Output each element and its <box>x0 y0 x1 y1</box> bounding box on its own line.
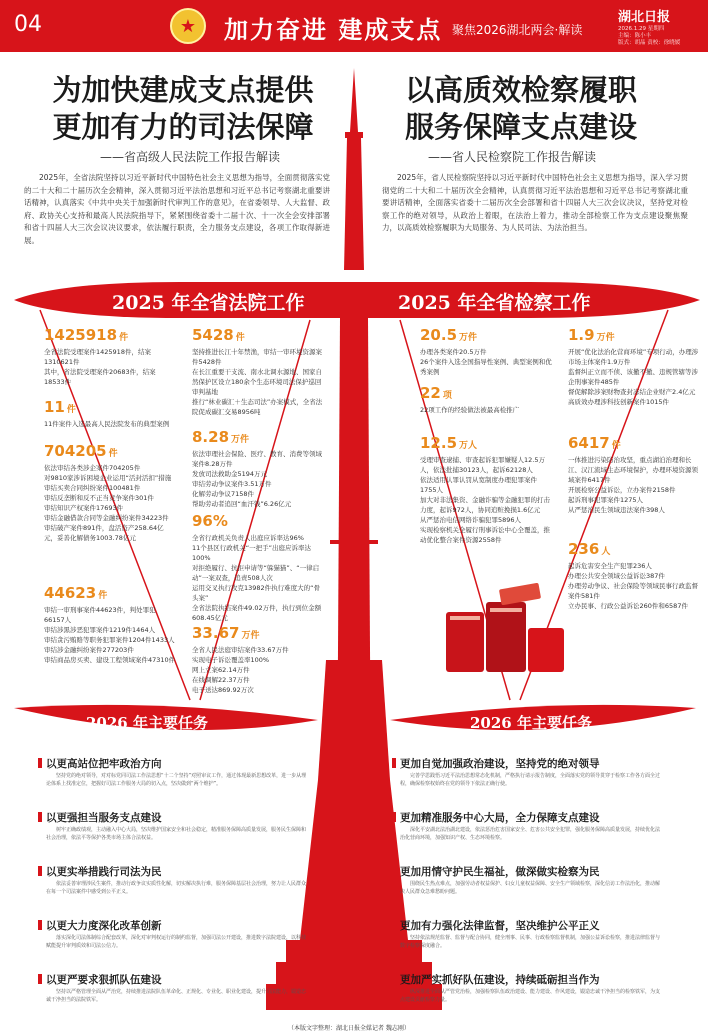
stat-unit: 项 <box>442 391 452 401</box>
stat-block <box>192 428 324 509</box>
stat-unit: 万人 <box>459 441 478 451</box>
stat-unit: 件 <box>98 591 108 601</box>
task-body: 依法妥善审理涉民生案件，推动行政争议实质性化解，切实解决执行难，服务保障基层社会治理，努力让人民群众在每一个司法案件中感受到公平正义。 <box>46 881 307 895</box>
spire-tip <box>350 68 358 132</box>
task-heading: 以更强担当服务支点建设 <box>46 812 162 824</box>
stat-unit: 件 <box>235 333 245 343</box>
stat-number <box>44 398 176 419</box>
stat-number <box>44 326 176 347</box>
party-emblem-icon: ★ <box>170 8 206 44</box>
stat-description: 受理审查逮捕、审查起诉犯罪嫌疑人12.5万人，依法批捕30123人，起诉62128人 依法适用认罪认罚从宽制度办理犯罪案件1755人 加大对非法集资、金融诈骗等金融犯罪的打击力度，起诉972人，协同追赃挽损1.6亿元 从严惩治电信网络诈骗犯罪5896人 实现检察机关全履行刑事诉讼中心全覆盖，推动优化整合案件资源2558件 <box>420 456 550 544</box>
stat-description: 坚持推进长江十年禁渔，审结一审环境资源案件5428件 在长江重要干支流、南水北调水源地、国家自然保护区设立180余个生态环境司法保护巡回审判基地 推行“林业碳汇＋生态司法”办案模式，全省法院促成碳汇交易8956吨 <box>192 348 323 416</box>
stat-description: 办理各类案件20.5万件 26个案件入选全国指导性案例、典型案例和优秀案例 <box>420 348 552 376</box>
stat-unit: 件 <box>66 405 76 415</box>
stat-block <box>420 384 552 415</box>
task-heading: 更加有力强化法律监督，坚决维护公平正义 <box>400 920 600 932</box>
task-marker <box>38 866 42 876</box>
stat-number <box>568 434 700 455</box>
stat-description: 全省行政机关负责人出庭应诉率达96% 11个县区行政机关“一把手”出庭应诉率达100% 对拒绝履行、抗拒申请等“躲猫猫”、“一律启动”一案双查，追责508人次 运用交叉执行攻克13982件执行难度大的“骨头案” 全省法院执结案件49.02万件，执行到位金额608.45亿元 <box>192 534 322 622</box>
task-heading: 更加精准服务中心大局，全力保障支点建设 <box>400 812 600 824</box>
stat-value: 8.28 <box>192 428 230 446</box>
task-body: 坚持依法规范监督、监督与配合协同，健全刑事、民事、行政检察监督机制，加强公益诉讼检察，推进法律监督与数字检察深度融合。 <box>400 935 661 949</box>
task-heading: 更加用情守护民生福祉，做深做实检察为民 <box>400 866 600 878</box>
task-marker <box>38 758 42 768</box>
credit-line: （本版文字整理：湖北日报全媒记者 魏志刚） <box>288 1025 410 1032</box>
stat-number <box>420 434 552 455</box>
stat-block <box>44 398 176 429</box>
stat-number <box>192 428 324 449</box>
stat-block <box>568 326 700 407</box>
task-body: 落实深化司法体制综合配套改革，深化对审判权运行的制约监督，加强司法公开建设，推进数字法院建设，以科技赋能提升审判质效和司法公信力。 <box>46 935 307 949</box>
stat-description: 全省法院受理案件1425918件，结案1310621件 其中，省法院受理案件20683件，结案18533件 <box>44 348 156 386</box>
stat-value: 20.5 <box>420 326 458 344</box>
stat-block <box>192 624 324 695</box>
task-heading: 更加自觉加强政治建设，坚持党的绝对领导 <box>400 758 600 770</box>
task-body: 深化平安湖北法治湖北建设，依法惩治危害国家安全、危害公共安全犯罪，强化服务保障高质量发展，持续优化法治化营商环境，加强知识产权、生态环境检察。 <box>400 827 661 841</box>
stat-value: 6417 <box>568 434 610 452</box>
stat-description: 起诉危害安全生产犯罪236人 办理公共安全领域公益诉讼387件 办理劳动争议、社会保险等领域民事行政监督案件581件 立办民事、行政公益诉讼260件和6587件 <box>568 562 698 610</box>
stat-block <box>420 434 552 545</box>
pillar-ring <box>330 540 378 544</box>
left-beam-title: 2025 年全省法院工作 <box>112 292 305 314</box>
stat-unit: 人 <box>601 547 611 557</box>
page-number: 04 <box>14 12 42 37</box>
stat-description: 开展“优化法治化营商环境”专项行动，办理涉市场主体案件1.9万件 监督纠正立而不侦、该撤不撤、违规管辖等涉企刑事案件485件 督促解除涉案财物查封冻结企业财产2.4亿元 高质效办理涉科技创新案件1015件 <box>568 348 699 406</box>
task-body: 纵深推进全面从严管党治检，加强检察队伍政治建设、能力建设、作风建设，锻造忠诚干净担当的检察铁军，为支点建设贡献检察力量。 <box>400 989 661 1003</box>
task-marker <box>38 812 42 822</box>
stat-description: 依法审理社会保险、医疗、教育、消费等领域案件8.28万件 发放司法救助金5194万元 审结劳动争议案件3.51万件 化解劳动争议7158件 帮助劳动者追回“血汗钱”6.26亿元 <box>192 450 322 508</box>
stat-block <box>44 584 176 665</box>
task-heading: 以更严要求狠抓队伍建设 <box>46 974 162 986</box>
task-marker <box>38 974 42 984</box>
stat-block <box>420 326 552 377</box>
task-marker <box>392 974 396 984</box>
task-marker <box>392 866 396 876</box>
stat-number <box>44 442 176 463</box>
stat-value: 44623 <box>44 584 97 602</box>
stat-block <box>44 326 176 387</box>
left-tasks-title: 2026 年主要任务 <box>86 714 208 732</box>
stat-unit: 件 <box>108 449 118 459</box>
stat-value: 22 <box>420 384 441 402</box>
task-marker <box>392 812 396 822</box>
task-marker <box>38 920 42 930</box>
stat-description: 全省人民法庭审结案件33.67万件 实现电子诉讼覆盖率100% 网上立案62.14万件 在线调解22.37万件 电子送达869.92万次 <box>192 646 289 694</box>
edition-meta: 2026.1.29 星期四 主编：陈小丰 版式：胡晶 责校：徐晓媛 <box>618 26 681 46</box>
stat-value: 11 <box>44 398 65 416</box>
stat-description: 审结一审刑事案件44623件，判处罪犯66157人 审结涉黑涉恶犯罪案件1219件1464人 审结贪污贿赂等职务犯罪案件1204件1433人 审结涉金融纠纷案件277203件 审结商品房买卖、建设工程领域案件47310件 <box>44 606 176 664</box>
stat-number <box>420 326 552 347</box>
stat-unit: 万件 <box>231 435 250 445</box>
spire-cap <box>345 132 363 138</box>
task-marker <box>392 758 396 768</box>
stat-unit: 件 <box>611 441 621 451</box>
stat-number <box>420 384 552 405</box>
stat-block <box>568 540 700 611</box>
task-body: 树牢正确政绩观，主动融入中心大局，坚决维护国家安全和社会稳定，精准服务保障高质量发展，服务民生保障和社会治理，依法平等保护各类市场主体合法权益。 <box>46 827 307 841</box>
stat-block <box>192 326 324 417</box>
stat-value: 236 <box>568 540 600 558</box>
stat-number <box>568 326 700 347</box>
stat-value: 1.9 <box>568 326 595 344</box>
task-heading: 以更高站位把牢政治方向 <box>46 758 162 770</box>
masthead-logo: 湖北日报 <box>618 10 671 25</box>
task-body: 围绕民生热点难点，加强劳动者权益保护、妇女儿童权益保障、安全生产领域检察，深化信访工作法治化，推动解决人民群众急难愁盼问题。 <box>400 881 661 895</box>
law-books-icon <box>440 582 570 677</box>
right-intro: 2025年，省人民检察院坚持以习近平新时代中国特色社会主义思想为指导，深入学习贯彻党的二十大和二十届历次全会精神，认真贯彻习近平法治思想和习近平总书记考察湖北重要讲话精神，全面落实省委十二届历次全会部署和省十四届人大三次会议决议，坚持党对检察工作的绝对领导，从政治上着眼，在法治上着力，推动全部检察工作为支点建设聚焦聚力，以高质效检察履职为大局服务、为人民司法、为法治担当。 <box>382 173 688 232</box>
stat-unit: 万件 <box>596 333 615 343</box>
stat-value: 704205 <box>44 442 107 460</box>
stat-block <box>44 442 176 543</box>
task-body: 坚持党的绝对领导，对对标党同司法工作法思想“十二个坚持”对照审议工作，通过体现最新思想改革，进一步从理论体系上找准定位，把握好司法工作服务大局的切入点，坚决做到“两个维护”。 <box>46 773 307 787</box>
stat-number <box>568 540 700 561</box>
stat-unit: 万件 <box>459 333 478 343</box>
stat-description: 一体推进污染防治攻坚，重点湖泊治理和长江、汉江流域生态环境保护，办理环境资源领域案件6417件 开展检察公益诉讼，立办案件2158件 起诉刑事犯罪案件1275人 从严惩治民生领域违法案件398人 <box>568 456 698 514</box>
left-intro: 2025年，全省法院坚持以习近平新时代中国特色社会主义思想为指导，全面贯彻落实党的二十大和二十届历次全会精神，深入贯彻习近平法治思想和习近平总书记考察湖北重要讲话精神，认真落实《中共中央关于加强新时代审判工作的意见》，在省委领导、人大监督、政府、政协关心支持和最高人民法院指导下，紧紧围绕省委十二届十次、十一次全会安排部署和省十四届人大三次会议决议要求，依法履行职责，全力服务支点建设，各项工作取得新进展。 <box>24 173 330 245</box>
pillar-flare <box>318 660 390 780</box>
stat-value: 33.67 <box>192 624 240 642</box>
stat-number <box>192 624 324 645</box>
task-heading: 以更实举措践行司法为民 <box>46 866 162 878</box>
header-subheadline: 聚焦2026湖北两会·解读 <box>452 23 583 37</box>
right-title: 以高质效检察履职 服务保障支点建设 <box>404 73 637 144</box>
stat-value: 5428 <box>192 326 234 344</box>
stat-value: 1425918 <box>44 326 118 344</box>
stat-value: 12.5 <box>420 434 458 452</box>
stat-block <box>192 512 324 623</box>
pillar-skirt <box>300 780 408 940</box>
task-heading: 更加严实抓好队伍建设，持续砥砺担当作为 <box>400 974 600 986</box>
stat-unit: 万件 <box>241 631 260 641</box>
stat-number <box>44 584 176 605</box>
right-beam-title: 2025 年全省检察工作 <box>398 292 591 314</box>
stat-value: 96% <box>192 512 228 530</box>
stat-number <box>192 512 324 533</box>
left-title: 为加快建成支点提供 更加有力的司法保障 <box>52 73 314 144</box>
stat-description: 依法审结各类涉企案件704205件 对9810家涉诉困境企业运用“活封活扣”措施 审结买卖合同纠纷案件100481件 审结反垄断和反不正当竞争案件301件 审结知识产权案件17693件 审结金融借款合同等金融纠纷案件34223件 审结破产案件891件，盘活资产258.64亿元，妥善化解债务1003.78亿元 <box>44 464 172 542</box>
left-subtitle: ——省高级人民法院工作报告解读 <box>100 150 281 164</box>
task-body: 完善学思践悟习近平法治思想常态化机制，严格执行请示报告制度，全面落实党的领导贯穿于检察工作各方面全过程，确保检察权始终在党的领导下依法正确行使。 <box>400 773 661 787</box>
stat-description: 22项工作的经验做法被最高检推广 <box>420 406 520 414</box>
spire-upper <box>344 138 364 270</box>
header-headline: 加力奋进 建成支点 <box>224 15 443 44</box>
task-marker <box>392 920 396 930</box>
task-body: 坚持以严格管理全面从严治党，持续推进法院队伍革命化、正规化、专业化、职业化建设，提升司法能力，锻造忠诚干净担当的法院铁军。 <box>46 989 307 1003</box>
task-heading: 以更大力度深化改革创新 <box>46 920 162 932</box>
right-subtitle: ——省人民检察院工作报告解读 <box>428 150 597 164</box>
stat-number <box>192 326 324 347</box>
stat-description: 11件案件入选最高人民法院发布的典型案例 <box>44 420 170 428</box>
stat-block <box>568 434 700 515</box>
right-tasks-title: 2026 年主要任务 <box>470 714 592 732</box>
stat-unit: 件 <box>119 333 129 343</box>
